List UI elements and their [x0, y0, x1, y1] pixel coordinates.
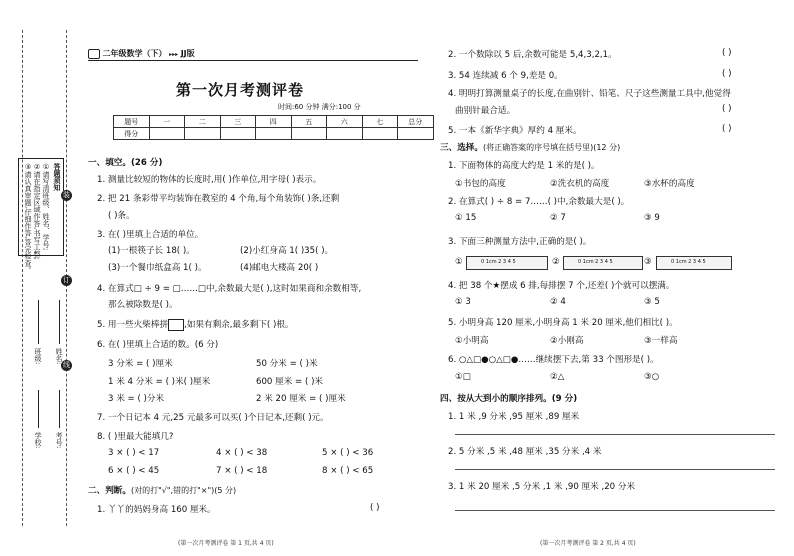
notice-title: 答题须知	[53, 163, 61, 191]
header-rule	[88, 60, 418, 61]
q8-r2a: 6 × ( ) < 45	[108, 466, 160, 476]
o3-answer-line[interactable]	[455, 510, 775, 511]
notice-line-2: ②请在指定区域作答,书写工整;	[33, 163, 41, 260]
score-cell: 二	[185, 116, 221, 128]
score-cell: 四	[256, 116, 292, 128]
class-label: 班级:	[34, 348, 42, 365]
q5	[97, 318, 294, 331]
q2-line1: 2. 把 21 条彩带平均装饰在教室的 4 个角,每个角装饰( )条,还剩	[97, 194, 340, 204]
score-row-header	[114, 116, 434, 128]
score-table	[113, 115, 434, 140]
binding-line-outer	[22, 30, 23, 526]
q3: 3. 在( )里填上合适的单位。	[97, 230, 204, 240]
o1-answer-line[interactable]	[455, 434, 775, 435]
q3-a: (1)一根筷子长 18( )。	[108, 246, 195, 256]
school-field[interactable]	[38, 390, 39, 428]
edition-label: JJ版	[180, 49, 195, 58]
score-input-cell[interactable]	[362, 128, 398, 140]
ruler-option-3	[656, 256, 732, 270]
name-label: 姓名:	[55, 348, 63, 365]
c3-opt1-label[interactable]: ①	[455, 257, 463, 267]
score-cell: 一	[149, 116, 185, 128]
notice-line-1: ①请写清班级、姓名、学号;	[42, 163, 50, 251]
score-cell: 七	[362, 116, 398, 128]
c5-opt1[interactable]: ①小明高	[455, 336, 489, 346]
c4: 4. 把 38 个★摆成 6 排,每排摆 7 个,还差( )个就可以摆满。	[448, 281, 675, 291]
o2: 2. 5 分米 ,5 米 ,48 厘米 ,35 分米 ,4 米	[448, 447, 602, 457]
ruler-text: 0 1cm 2 3 4 5	[671, 259, 706, 265]
j2: 2. 一个数除以 5 后,余数可能是 5,4,3,2,1。	[448, 50, 617, 60]
score-input-cell[interactable]	[291, 128, 327, 140]
name-field[interactable]	[59, 300, 60, 344]
c3: 3. 下面三种测量方法中,正确的是( )。	[448, 237, 592, 247]
c4-opt2[interactable]: ② 4	[550, 297, 566, 307]
school-label: 学校:	[34, 432, 42, 449]
q6-r3b: 2 米 20 厘米 = ( )厘米	[256, 394, 346, 404]
q8: 8. ( )里最大能填几?	[97, 432, 174, 442]
score-cell: 题号	[114, 116, 150, 128]
score-cell: 三	[220, 116, 256, 128]
section-1-heading: 一、填空。(26 分)	[88, 158, 163, 168]
score-cell: 五	[291, 116, 327, 128]
arrows: ▸▸▸	[169, 51, 179, 58]
q5-part2: ,如果有剩余,最多剩下( )根。	[184, 320, 294, 330]
section-3-note: (将正确答案的序号填在括号里)(12 分)	[482, 143, 621, 152]
c5-opt2[interactable]: ②小刚高	[550, 336, 584, 346]
c6-opt3[interactable]: ③○	[644, 372, 660, 382]
score-input-cell[interactable]	[185, 128, 221, 140]
j1-answer[interactable]: ( )	[370, 503, 380, 513]
q2-line2: ( )条。	[108, 211, 135, 221]
q6-r1b: 50 分米 = ( )米	[256, 359, 318, 369]
score-row-values	[114, 128, 434, 140]
c6: 6. ○△□●○△□●……继续摆下去,第 33 个图形是( )。	[448, 355, 659, 365]
q6-r1a: 3 分米 = ( )厘米	[108, 359, 173, 369]
binding-strip	[0, 0, 90, 556]
c2: 2. 在算式( ) ÷ 8 = 7……( )中,余数最大是( )。	[448, 197, 630, 207]
grade-label: 二年级数学（下）	[102, 49, 167, 58]
score-label-cell: 得分	[114, 128, 150, 140]
j3-answer[interactable]: ( )	[722, 69, 732, 79]
section-3-title: 三、选择。	[440, 143, 483, 153]
c1: 1. 下面物体的高度大约是 1 米的是( )。	[448, 161, 600, 171]
o1: 1. 1 米 ,9 分米 ,95 厘米 ,89 厘米	[448, 412, 580, 422]
q3-d: (4)邮电大楼高 20( )	[240, 263, 319, 273]
j4-answer[interactable]: ( )	[722, 104, 732, 114]
q8-r1b: 4 × ( ) < 38	[216, 448, 268, 458]
j4-line2: 曲别针最合适。	[455, 106, 516, 116]
q4-line2: 那么被除数是( )。	[108, 300, 178, 310]
exam-no-field[interactable]	[59, 390, 60, 428]
notice-box	[18, 158, 64, 274]
c2-opt3[interactable]: ③ 9	[644, 213, 660, 223]
c4-opt1[interactable]: ① 3	[455, 297, 471, 307]
c6-opt2[interactable]: ②△	[550, 372, 565, 382]
section-2-note: (对的打"√",错的打"×")(5 分)	[130, 486, 237, 495]
footer-left: (第一次月考测评卷 第 1 页,共 4 页)	[178, 540, 274, 547]
j2-answer[interactable]: ( )	[722, 48, 732, 58]
footer-right: (第一次月考测评卷 第 2 页,共 4 页)	[540, 540, 636, 547]
score-input-cell[interactable]	[256, 128, 292, 140]
score-input-cell[interactable]	[220, 128, 256, 140]
c3-opt2-label[interactable]: ②	[552, 257, 560, 267]
o3: 3. 1 米 20 厘米 ,5 分米 ,1 米 ,90 厘米 ,20 分米	[448, 482, 636, 492]
c5: 5. 小明身高 120 厘米,小明身高 1 米 20 厘米,他们相比( )。	[448, 318, 678, 328]
section-3-heading	[440, 141, 620, 153]
j5: 5. 一本《新华字典》厚约 4 厘米。	[448, 126, 582, 136]
o2-answer-line[interactable]	[455, 469, 775, 470]
q7: 7. 一个日记本 4 元,25 元最多可以买( )个日记本,还剩( )元。	[97, 413, 329, 423]
ruler-text: 0 1cm 2 3 4 5	[481, 259, 516, 265]
c2-opt2[interactable]: ② 7	[550, 213, 566, 223]
q8-r1c: 5 × ( ) < 36	[322, 448, 374, 458]
section-2-heading	[88, 484, 236, 496]
circle-zhuang: 装	[63, 191, 70, 199]
score-input-cell[interactable]	[149, 128, 185, 140]
score-input-cell[interactable]	[398, 128, 434, 140]
q3-b: (2)小红身高 1( )35( )。	[240, 246, 334, 256]
q8-r2b: 7 × ( ) < 18	[216, 466, 268, 476]
q4-line1: 4. 在算式□ ÷ 9 = □……□中,余数最大是( ),这时如果商和余数相等,	[97, 284, 362, 294]
c6-opt1[interactable]: ①□	[455, 372, 471, 382]
q6: 6. 在( )里填上合适的数。(6 分)	[97, 340, 219, 350]
score-cell: 总分	[398, 116, 434, 128]
section-2-title: 二、判断。	[88, 486, 131, 496]
match-square-icon	[168, 319, 184, 331]
time-score: 时间:60 分钟 满分:100 分	[278, 103, 361, 111]
q8-r2c: 8 × ( ) < 65	[322, 466, 374, 476]
q6-r2b: 600 厘米 = ( )米	[256, 377, 324, 387]
j4-line1: 4. 明明打算测量桌子的长度,在曲别针、铅笔、尺子这些测量工具中,他觉得	[448, 89, 731, 99]
circle-xian: 线	[63, 361, 70, 369]
q6-r2a: 1 米 4 分米 = ( )米( )厘米	[108, 377, 211, 387]
exam-no-label: 考号:	[55, 432, 63, 449]
j5-answer[interactable]: ( )	[722, 124, 732, 134]
c4-opt3[interactable]: ③ 5	[644, 297, 660, 307]
header-bar	[88, 48, 195, 59]
ruler-option-1	[466, 256, 548, 270]
ruler-text: 0 1cm 2 3 4 5	[578, 259, 613, 265]
c3-opt3-label[interactable]: ③	[644, 257, 652, 267]
j1: 1. 丫丫的妈妈身高 160 厘米。	[97, 505, 216, 515]
c2-opt1[interactable]: ① 15	[455, 213, 477, 223]
circle-ding: 订	[63, 276, 70, 284]
q5-part1: 5. 用一些火柴棒拼	[97, 320, 169, 330]
q6-r3a: 3 米 = ( )分米	[108, 394, 165, 404]
score-input-cell[interactable]	[327, 128, 363, 140]
section-4-heading: 四、按从大到小的顺序排列。(9 分)	[440, 394, 578, 404]
c1-opt3[interactable]: ③水杯的高度	[644, 179, 695, 189]
notice-line-3: ③请认真审题,仔细作答,答完检查。	[24, 163, 32, 274]
q1: 1. 测量比较短的物体的长度时,用( )作单位,用字母( )表示。	[97, 175, 322, 185]
book-icon	[88, 49, 100, 59]
ruler-option-2	[563, 256, 643, 270]
c5-opt3[interactable]: ③一样高	[644, 336, 678, 346]
q3-c: (3)一个餐巾纸盒高 1( )。	[108, 263, 207, 273]
page-title: 第一次月考测评卷	[176, 81, 305, 99]
q8-r1a: 3 × ( ) < 17	[108, 448, 160, 458]
class-field[interactable]	[38, 300, 39, 344]
c1-opt2[interactable]: ②洗衣机的高度	[550, 179, 610, 189]
score-cell: 六	[327, 116, 363, 128]
j3: 3. 54 连续减 6 个 9,差是 0。	[448, 71, 563, 81]
c1-opt1[interactable]: ①书包的高度	[455, 179, 506, 189]
